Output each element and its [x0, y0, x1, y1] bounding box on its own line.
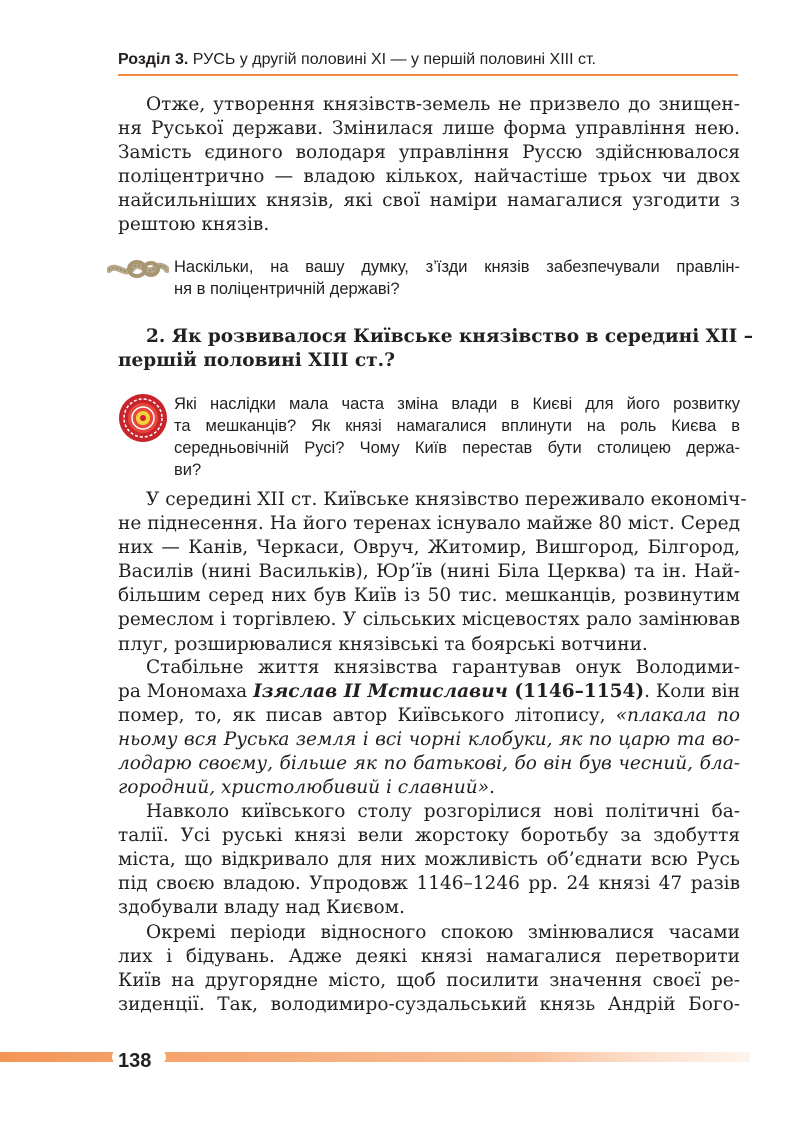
text-line: [118, 776, 740, 800]
rosette-icon: [118, 393, 168, 443]
text-line: лих і бідувань. Адже деякі князі намагалися перетворити: [118, 946, 740, 968]
text-line: не піднесення. На його теренах існувало майже 80 міст. Серед: [118, 513, 740, 535]
chronicle-quote: «плакала по: [615, 705, 740, 727]
chronicle-quote: городний, христолюбивий і славний»: [118, 777, 490, 799]
text-line: міста, що відкривало для них можливість об’єднати всю Русь: [118, 849, 740, 871]
text-line: ви?: [174, 461, 202, 479]
text-line: них — Канів, Черкаси, Овруч, Житомир, Вишгород, Білгород,: [118, 537, 740, 559]
chronicle-quote: ньому вся Руська земля і всі чорні клобуки, як по царю та во-: [118, 729, 740, 751]
chronicle-quote: лодарю своєму, більше як по батькові, бо він був чесний, бла-: [118, 753, 740, 775]
header-divider: [118, 74, 738, 76]
text-line: Стабільне життя князівства гарантував онук Володими-: [146, 657, 740, 678]
izyaslav-paragraph: [118, 656, 740, 801]
text-line: Наскільки, на вашу думку, з’їзди князів забезпечували правлін-: [174, 258, 740, 276]
footer-band: [0, 1049, 750, 1065]
struggle-paragraph: [118, 800, 740, 920]
text-run: .: [489, 777, 495, 799]
text-line: зиденції. Так, володимиро-суздальський князь Андрій Бого-: [118, 994, 740, 1016]
text-line: рештою князів.: [118, 214, 270, 236]
reign-years: (1146–1154): [507, 681, 645, 703]
text-line: здобували владу над Києвом.: [118, 897, 405, 919]
section-heading: [118, 325, 754, 373]
text-line: [118, 704, 740, 728]
economy-paragraph: [118, 488, 747, 657]
page-number: 138: [118, 1050, 152, 1072]
text-line: Василів (нині Васильків), Юр’їв (нині Біла Церква) та ін. Най-: [118, 561, 740, 583]
text-line: [118, 752, 740, 776]
heading-line: першій половині XIII ст.?: [118, 350, 395, 372]
text-run: помер, то, як писав автор Київського літопису,: [118, 705, 616, 727]
text-line: У середині XII ст. Київське князівство переживало економіч-: [146, 489, 747, 510]
heading-line: 2. Як розвивалося Київське князівство в середині XII –: [146, 326, 754, 347]
text-line: Навколо київського столу розгорілися нові політичні ба-: [146, 801, 740, 822]
question-2: [174, 393, 740, 481]
text-run: . Коли він: [644, 681, 740, 703]
text-line: [118, 680, 740, 704]
intro-paragraph: [118, 93, 740, 238]
page-header: [118, 51, 738, 69]
question-1: [174, 256, 740, 300]
text-line: Окремі періоди відносного спокою змінювалися часами: [146, 922, 740, 943]
text-line: поліцентрично — владою кількох, найчастіше трьох чи двох: [118, 166, 740, 188]
text-line: ня Руської держави. Змінилася лише форма управління нею.: [118, 118, 740, 140]
text-line: Отже, утворення князівств-земель не призвело до знищен-: [146, 94, 740, 115]
text-line: [118, 728, 740, 752]
text-line: талії. Усі руські князі вели жорстоку боротьбу за здобуття: [118, 825, 740, 847]
text-line: та мешканців? Як князі намагалися вплинути на роль Києва в: [174, 417, 740, 435]
section-title: РУСЬ у другій половині XI — у першій половині XIII ст.: [192, 51, 596, 68]
text-line: найсильніших князів, які свої наміри намагалися узгодити з: [118, 190, 740, 212]
text-run: ра Мономаха: [118, 681, 254, 703]
text-line: під своєю владою. Упродовж 1146–1246 рр. 24 князі 47 разів: [118, 873, 740, 895]
text-line: ня в поліцентричній державі?: [174, 280, 400, 298]
text-line: більшим серед них був Київ із 50 тис. мешканців, розвинутим: [118, 585, 740, 607]
text-line: плуг, розширювалися князівські та боярські вотчини.: [118, 633, 648, 655]
text-line: ремеслом і торгівлею. У сільських місцевостях рало замінював: [118, 609, 740, 631]
text-line: Які наслідки мала часта зміна влади в Києві для його розвитку: [174, 395, 740, 413]
ruler-name: Ізяслав II Мстиславич: [253, 681, 508, 703]
text-line: Замість єдиного володаря управління Руссю здійснювалося: [118, 142, 740, 164]
text-line: середньовічній Русі? Чому Київ перестав бути столицею держа-: [174, 439, 740, 457]
knot-icon: [107, 254, 169, 284]
periods-paragraph: [118, 921, 740, 1017]
section-label: Розділ 3.: [118, 51, 189, 68]
text-line: Київ на другорядне місто, щоб посилити значення своєї ре-: [118, 970, 740, 992]
